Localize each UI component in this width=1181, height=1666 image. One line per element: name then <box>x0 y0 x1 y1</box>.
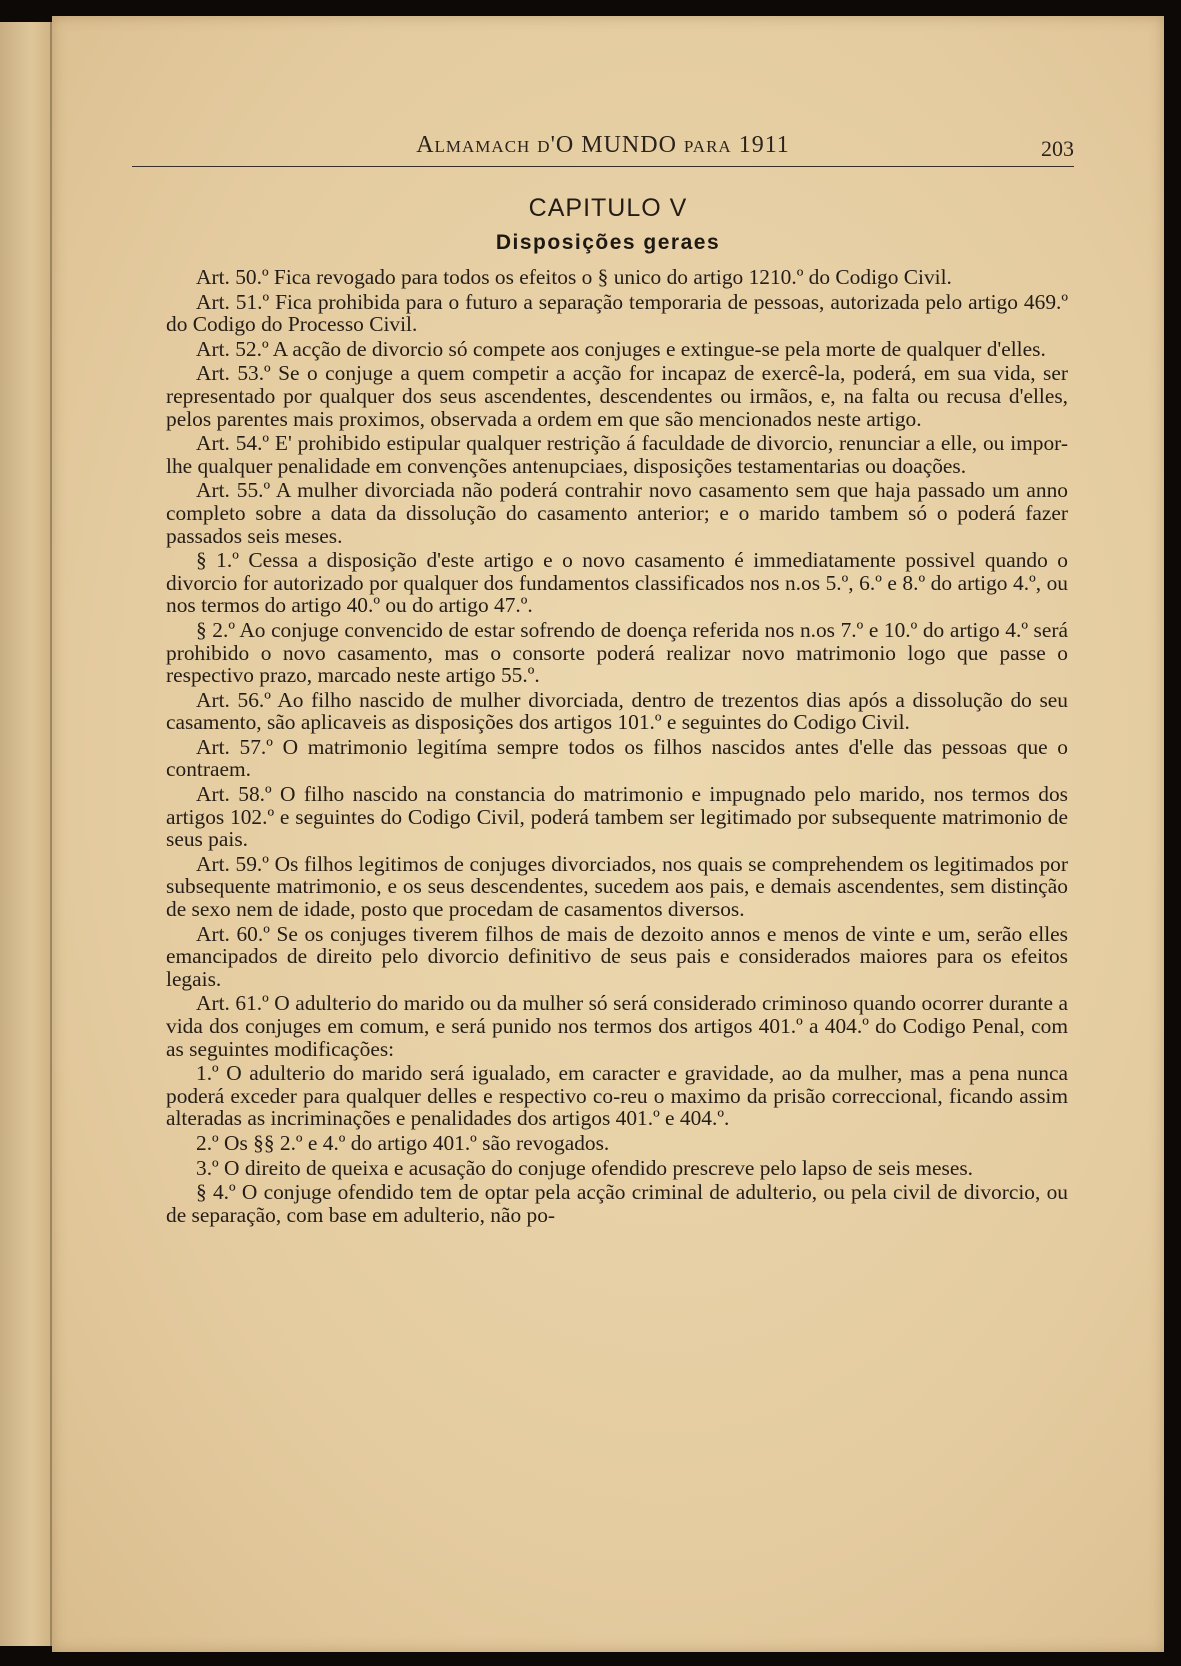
running-title: Almamach d'O MUNDO para 1911 <box>416 132 790 158</box>
paragraph-art-60: Art. 60.º Se os conjuges tiverem filhos de mais de dezoito annos e menos de vinte e um, serão elles emancipados de direito pelo divorcio definitivo de seus pais e considerados maiores para os efeitos legais. <box>166 921 1068 991</box>
previous-page-edge <box>0 22 52 1646</box>
paragraph-art-59: Art. 59.º Os filhos legitimos de conjuges divorciados, nos quais se comprehendem os legitimados por subsequente matrimonio, e os seus descendentes, sucedem aos pais, e demais ascendentes, sem distinção de sexo nem de idade, posto que procedam de casamentos diversos. <box>166 851 1068 922</box>
paragraph-art-55: Art. 55.º A mulher divorciada não poderá contrahir novo casamento sem que haja passado um anno completo sobre a data da dissolução do casamento anterior; e o marido tambem só o poderá fazer passados seis meses. <box>166 478 1068 548</box>
section-title: Disposições geraes <box>495 231 721 254</box>
paragraph-art-51: Art. 51.º Fica prohibida para o futuro a separação temporaria de pessoas, autorizada pelo artigo 469.º do Codigo do Processo Civil. <box>166 289 1068 337</box>
paragraph-art-61-item-2: 2.º Os §§ 2.º e 4.º do artigo 401.º são revogados. <box>196 1130 610 1155</box>
paragraph-art-57: Art. 57.º O matrimonio legitíma sempre todos os filhos nascidos antes d'elle das pessoas que o contraem. <box>166 734 1068 782</box>
paragraph-art-58: Art. 58.º O filho nascido na constancia do matrimonio e impugnado pelo marido, nos termos dos artigos 102.º e seguintes do Codigo Civil, poderá tambem ser legitimado por subsequente matrimonio de seus pais. <box>166 782 1068 852</box>
paragraph-art-54: Art. 54.º E' prohibido estipular qualquer restrição á faculdade de divorcio, renunciar a elle, ou impor-lhe qualquer penalidade em convenções antenupciaes, disposições testamentarias ou doações. <box>166 431 1068 478</box>
paragraph-art-61-item-3: 3.º O direito de queixa e acusação do conjuge ofendido prescreve pelo lapso de seis meses. <box>196 1155 974 1180</box>
paragraph-art-52: Art. 52.º A acção de divorcio só compete aos conjuges e extingue-se pela morte de qualquer d'elles. <box>196 336 1046 361</box>
paragraph-art-61-para-4: § 4.º O conjuge ofendido tem de optar pela acção criminal de adulterio, ou pela civil de divorcio, ou de separação, com base em adulterio, não po- <box>166 1180 1068 1227</box>
paragraph-art-56: Art. 56.º Ao filho nascido de mulher divorciada, dentro de trezentos dias após a dissolução do seu casamento, são aplicaveis as disposições dos artigos 101.º e seguintes do Codigo Civil. <box>166 687 1068 735</box>
paragraph-art-61-item-1: 1.º O adulterio do marido será igualado, em caracter e gravidade, ao da mulher, mas a pena nunca poderá exceder para qualquer delles e respectivo co-reu o maximo da prisão correccional, ficando assim alteradas as incriminações e penalidades dos artigos 401.º e 404.º. <box>166 1061 1068 1131</box>
page-number: 203 <box>1041 136 1074 161</box>
book-page <box>52 16 1164 1652</box>
chapter-title: CAPITULO V <box>528 194 688 222</box>
running-header <box>132 118 1074 167</box>
paragraph-art-50: Art. 50.º Fica revogado para todos os efeitos o § unico do artigo 1210.º do Codigo Civil. <box>196 265 952 289</box>
paragraph-art-53: Art. 53.º Se o conjuge a quem competir a acção for incapaz de exercê-la, poderá, em sua vida, ser representado por qualquer dos seus ascendentes, descendentes ou irmãos, e, na falta ou recusa d'elles, pelos parentes mais proximos, observada a ordem em que são mencionados neste artigo. <box>166 361 1068 431</box>
body-text <box>166 266 1068 1228</box>
paragraph-art-61: Art. 61.º O adulterio do marido ou da mulher só será considerado criminoso quando ocorrer durante a vida dos conjuges em comum, e será punido nos termos dos artigos 401.º a 404.º do Codigo Penal, com as seguintes modificações: <box>166 991 1068 1061</box>
paragraph-art-55-para-2: § 2.º Ao conjuge convencido de estar sofrendo de doença referida nos n.os 7.º e 10.º do artigo 4.º será prohibido o novo casamento, mas o consorte poderá realizar novo matrimonio logo que passe o respectivo prazo, marcado neste artigo 55.º. <box>166 617 1068 688</box>
paragraph-art-55-para-1: § 1.º Cessa a disposição d'este artigo e o novo casamento é immediatamente possivel quando o divorcio for autorizado por qualquer dos fundamentos classificados nos n.os 5.º, 6.º e 8.º do artigo 4.º, ou nos termos do artigo 40.º ou do artigo 47.º. <box>166 548 1068 618</box>
